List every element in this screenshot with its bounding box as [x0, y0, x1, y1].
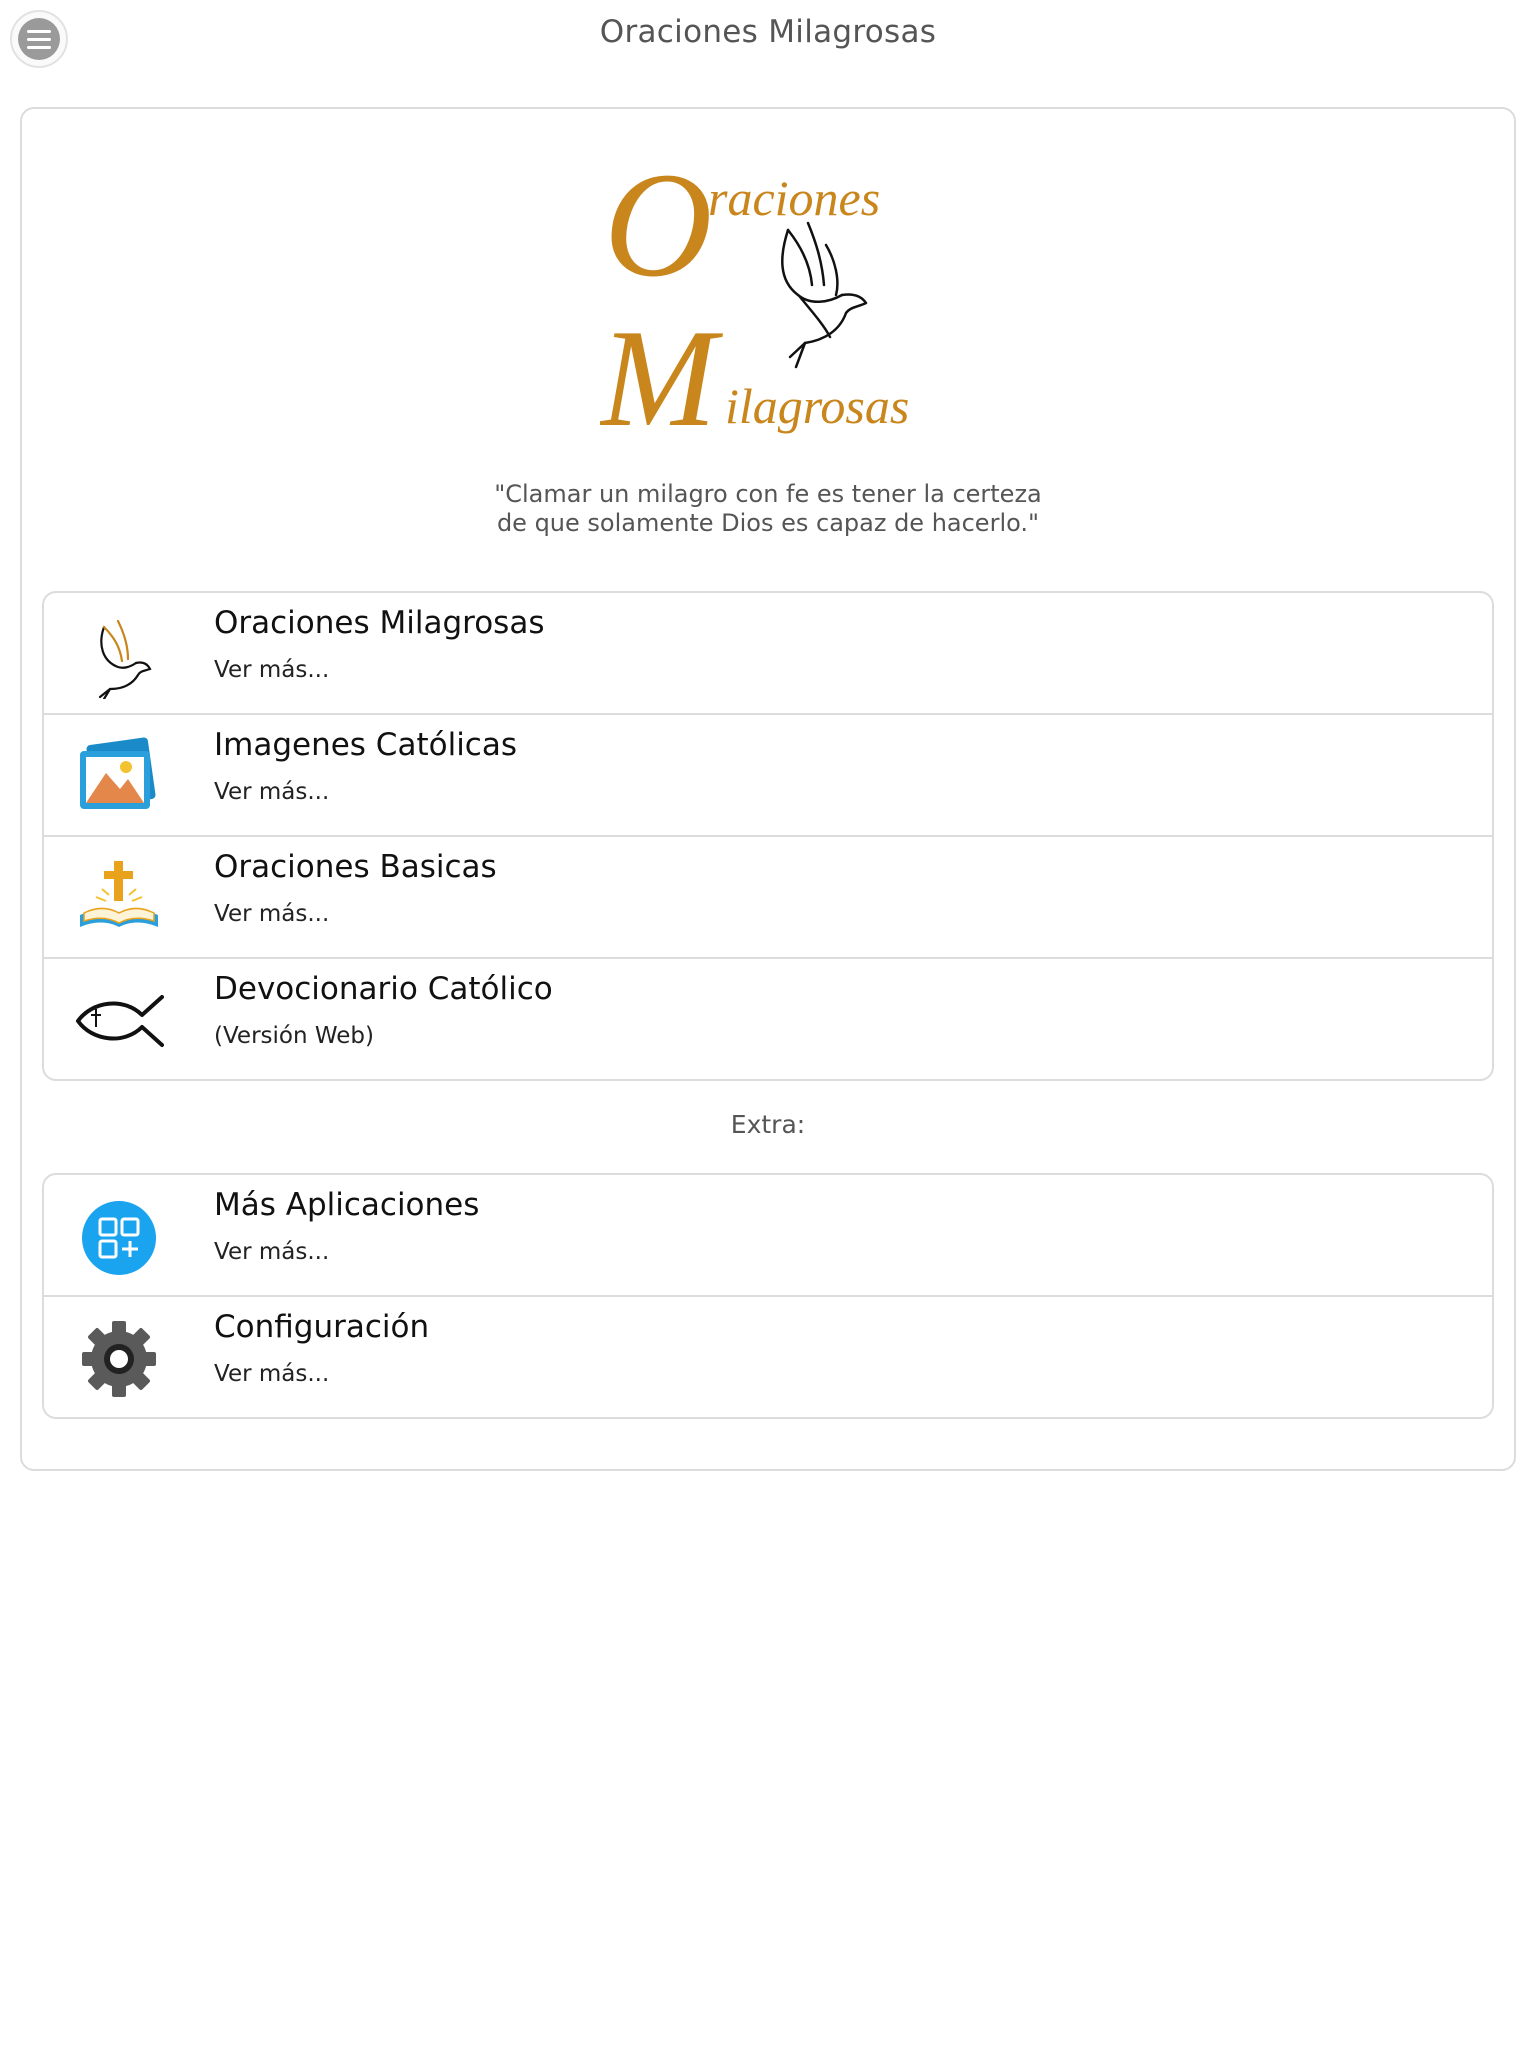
- list-item-title: Imagenes Católicas: [214, 727, 517, 763]
- ichthys-fish-icon: [74, 975, 164, 1065]
- list-item-title: Configuración: [214, 1309, 430, 1345]
- list-item-subtitle: Ver más...: [214, 1239, 330, 1265]
- list-item-subtitle: (Versión Web): [214, 1023, 374, 1049]
- list-item-oraciones-milagrosas[interactable]: [44, 593, 1492, 715]
- app-header: [0, 0, 1536, 72]
- page-title: Oraciones Milagrosas: [599, 14, 937, 50]
- main-menu-list: [42, 591, 1494, 1081]
- list-item-imagenes-catolicas[interactable]: [44, 715, 1492, 837]
- apps-grid-icon: [74, 1191, 164, 1281]
- list-item-title: Oraciones Milagrosas: [214, 605, 545, 641]
- svg-text:O: O: [604, 145, 713, 308]
- list-item-subtitle: Ver más...: [214, 657, 330, 683]
- list-item-subtitle: Ver más...: [214, 779, 330, 805]
- list-item-configuracion[interactable]: [44, 1297, 1492, 1419]
- image-icon: [74, 731, 164, 821]
- svg-text:M: M: [600, 301, 717, 445]
- svg-text:raciones: raciones: [708, 170, 881, 226]
- extra-section-label: Extra:: [730, 1110, 806, 1139]
- quote: [0, 480, 1536, 538]
- gear-icon: [74, 1313, 164, 1403]
- extra-menu-list: [42, 1173, 1494, 1419]
- quote-line-1: "Clamar un milagro con fe es tener la certeza: [494, 480, 1042, 508]
- list-item-title: Oraciones Basicas: [214, 849, 497, 885]
- svg-text:ilagrosas: ilagrosas: [725, 378, 910, 434]
- list-item-title: Más Aplicaciones: [214, 1187, 480, 1223]
- list-item-devocionario-catolico[interactable]: [44, 959, 1492, 1081]
- dove-icon: [782, 223, 866, 367]
- app-logo: [600, 145, 940, 445]
- list-item-oraciones-basicas[interactable]: [44, 837, 1492, 959]
- dove-icon: [74, 609, 164, 699]
- list-item-mas-aplicaciones[interactable]: [44, 1175, 1492, 1297]
- list-item-title: Devocionario Católico: [214, 971, 553, 1007]
- cross-book-icon: [74, 853, 164, 943]
- list-item-subtitle: Ver más...: [214, 901, 330, 927]
- list-item-subtitle: Ver más...: [214, 1361, 330, 1387]
- quote-line-2: de que solamente Dios es capaz de hacerlo.": [496, 509, 1040, 537]
